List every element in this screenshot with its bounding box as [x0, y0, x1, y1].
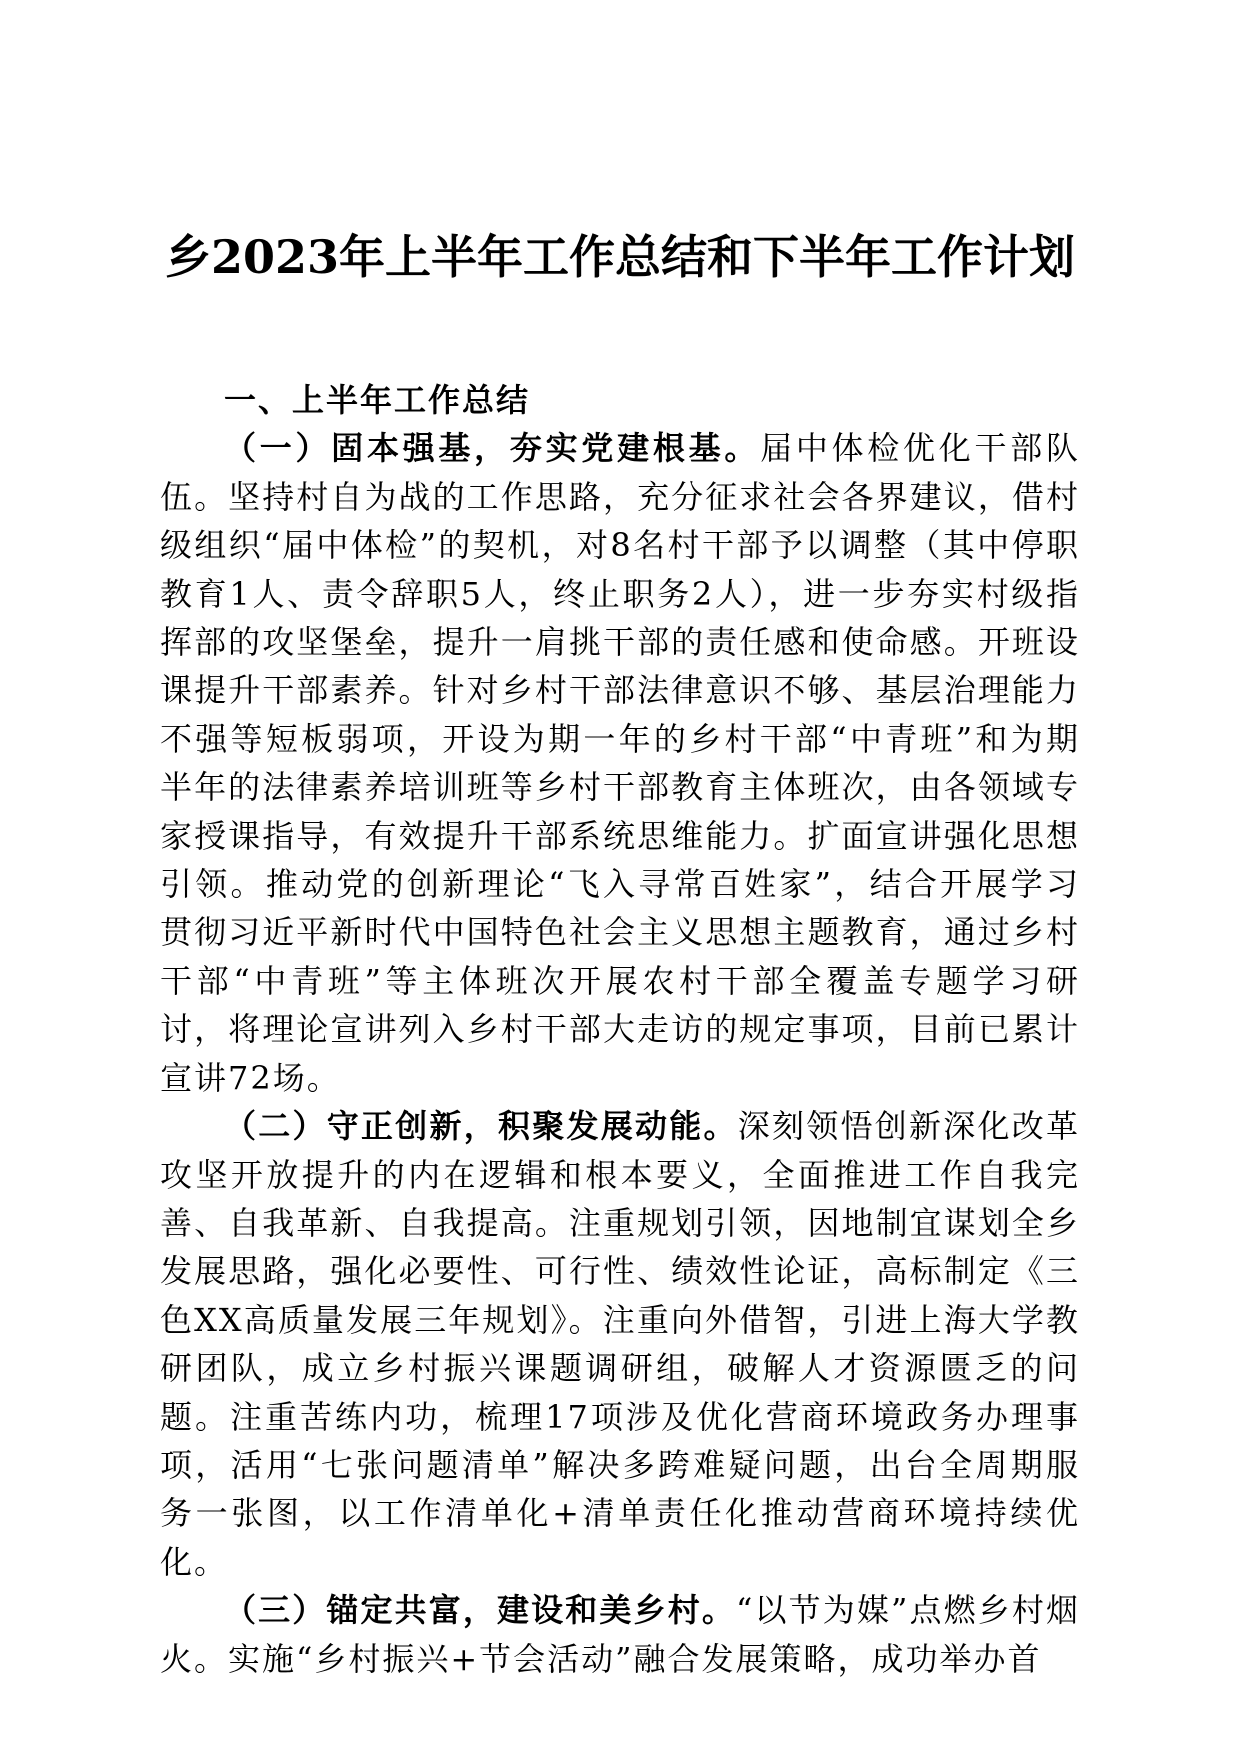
paragraph-text: 深刻领悟创新深化改革攻坚开放提升的内在逻辑和根本要义，全面推进工作自我完善、自我革新、自我提高。注重规划引领，因地制宜谋划全乡发展思路，强化必要性、可行性、绩效性论证，高标制定《三色XX高质量发展三年规划》。注重向外借智，引进上海大学教研团队，成立乡村振兴课题调研组，破解人才资源匮乏的问题。注重苦练内功，梳理17项涉及优化营商环境政务办理事项，活用“七张问题清单”解决多跨难疑问题，出台全周期服务一张图，以工作清单化+清单责任化推动营商环境持续优化。 [160, 1107, 1080, 1581]
paragraph-innovation [160, 1102, 1080, 1586]
document-body [160, 376, 1080, 1683]
document-title: 乡2023年上半年工作总结和下半年工作计划 [164, 230, 1076, 284]
section-heading: 一、上半年工作总结 [224, 381, 531, 419]
paragraph-lead: （三）锚定共富，建设和美乡村。 [224, 1591, 736, 1630]
paragraph-common-prosperity [160, 1586, 1080, 1683]
paragraph-lead: （一）固本强基，夯实党建根基。 [224, 429, 761, 468]
paragraph-party-building [160, 424, 1080, 1102]
paragraph-text: 届中体检优化干部队伍。坚持村自为战的工作思路，充分征求社会各界建议，借村级组织“届中体检”的契机，对8名村干部予以调整（其中停职教育1人、责令辞职5人，终止职务2人），进一步夯实村级指挥部的攻坚堡垒，提升一肩挑干部的责任感和使命感。开班设课提升干部素养。针对乡村干部法律意识不够、基层治理能力不强等短板弱项，开设为期一年的乡村干部“中青班”和为期半年的法律素养培训班等乡村干部教育主体班次，由各领域专家授课指导，有效提升干部系统思维能力。扩面宣讲强化思想引领。推动党的创新理论“飞入寻常百姓家”，结合开展学习贯彻习近平新时代中国特色社会主义思想主题教育，通过乡村干部“中青班”等主体班次开展农村干部全覆盖专题学习研讨，将理论宣讲列入乡村干部大走访的规定事项，目前已累计宣讲72场。 [160, 429, 1080, 1097]
paragraph-text: “以节为媒”点燃乡村烟火。实施“乡村振兴+节会活动”融合发展策略，成功举办首 [160, 1591, 1080, 1678]
paragraph-lead: （二）守正创新，积聚发展动能。 [224, 1107, 738, 1146]
